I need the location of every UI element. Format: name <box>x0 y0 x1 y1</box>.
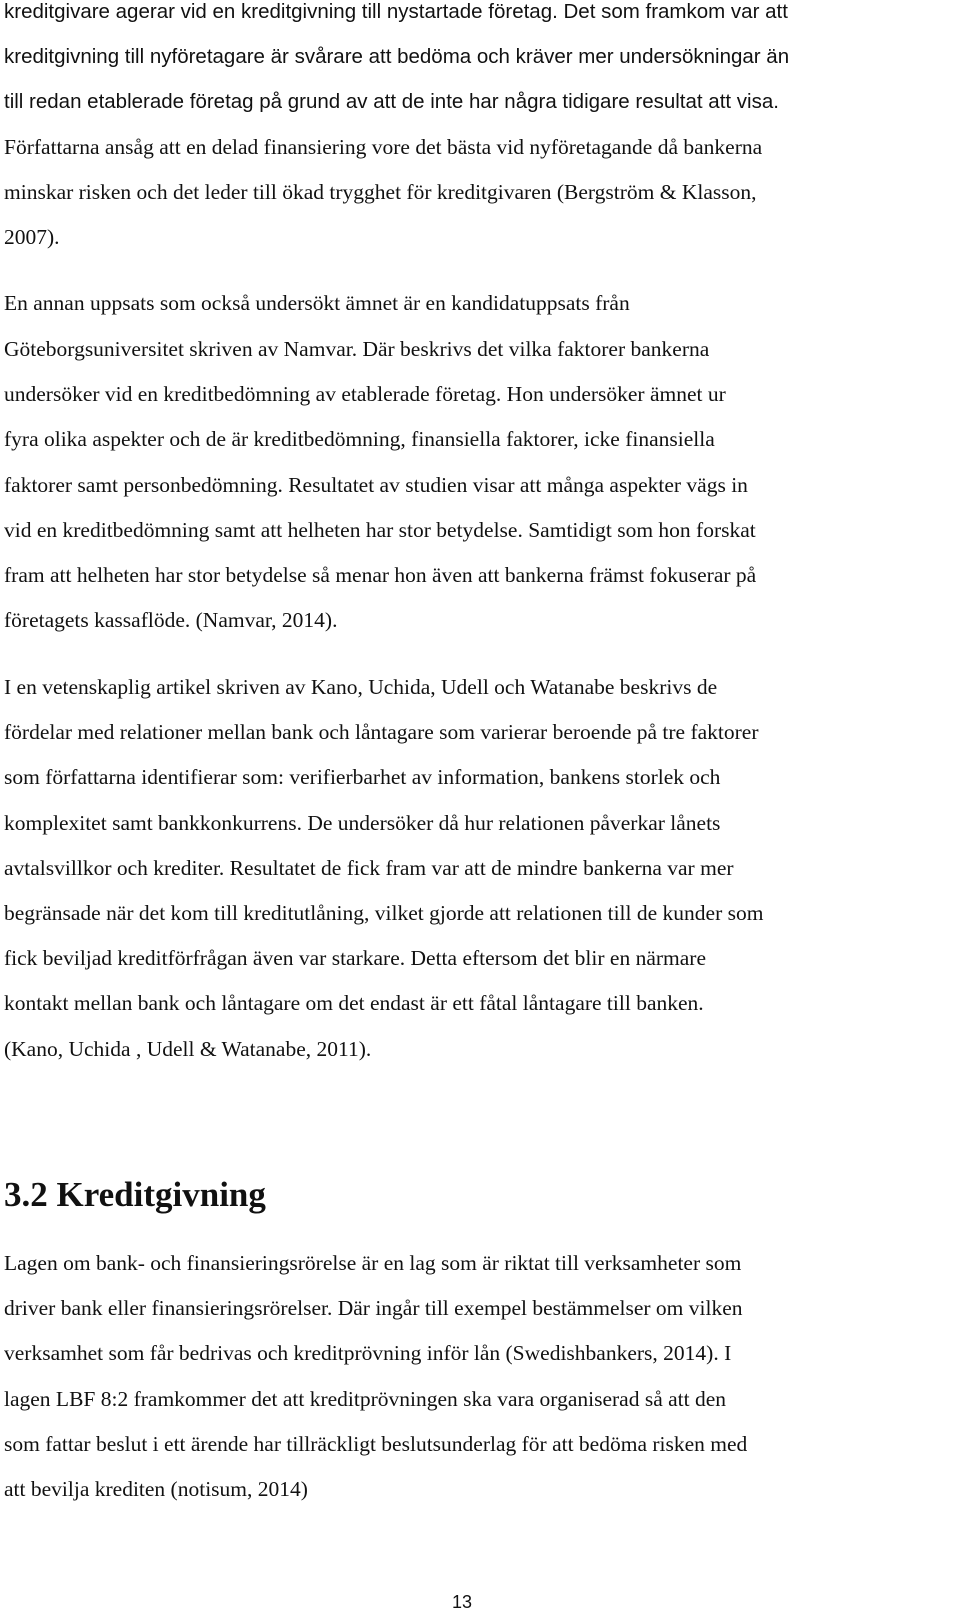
text-line: faktorer samt personbedömning. Resultatet av studien visar att många aspekter vägs in <box>4 473 748 497</box>
text-line: fördelar med relationer mellan bank och låntagare som varierar beroende på tre faktorer <box>4 720 759 744</box>
page-number: 13 <box>452 1592 473 1612</box>
text-line: företagets kassaflöde. (Namvar, 2014). <box>4 608 338 632</box>
text-line: komplexitet samt bankkonkurrens. De undersöker då hur relationen påverkar lånets <box>4 811 721 835</box>
text-line: som fattar beslut i ett ärende har tillräckligt beslutsunderlag för att bedöma risken med <box>4 1432 748 1456</box>
text-line: fyra olika aspekter och de är kreditbedömning, finansiella faktorer, icke finansiella <box>4 427 715 451</box>
text-line: kreditgivare agerar vid en kreditgivning till nystartade företag. Det som framkom var att <box>4 0 788 23</box>
text-line: till redan etablerade företag på grund av att de inte har några tidigare resultat att visa. <box>4 90 779 113</box>
text-line: I en vetenskaplig artikel skriven av Kano, Uchida, Udell och Watanabe beskrivs de <box>4 675 718 699</box>
text-line: avtalsvillkor och krediter. Resultatet de fick fram var att de mindre bankerna var mer <box>4 856 734 880</box>
text-line: fram att helheten har stor betydelse så menar hon även att bankerna främst fokuserar på <box>4 563 757 587</box>
text-line: Göteborgsuniversitet skriven av Namvar. Där beskrivs det vilka faktorer bankerna <box>4 337 710 361</box>
text-line: lagen LBF 8:2 framkommer det att kreditprövningen ska vara organiserad så att den <box>4 1387 727 1411</box>
text-line: kreditgivning till nyföretagare är svårare att bedöma och kräver mer undersökningar än <box>4 45 790 68</box>
text-line: kontakt mellan bank och låntagare om det endast är ett fåtal låntagare till banken. <box>4 991 704 1015</box>
text-line: driver bank eller finansieringsrörelser. Där ingår till exempel bestämmelser om vilken <box>4 1296 743 1320</box>
text-line: verksamhet som får bedrivas och kreditprövning inför lån (Swedishbankers, 2014). I <box>4 1341 732 1365</box>
text-line: (Kano, Uchida , Udell & Watanabe, 2011). <box>4 1037 372 1061</box>
section-heading: 3.2 Kreditgivning <box>4 1175 266 1214</box>
text-line: En annan uppsats som också undersökt ämnet är en kandidatuppsats från <box>4 291 630 315</box>
text-line: fick beviljad kreditförfrågan även var starkare. Detta eftersom det blir en närmare <box>4 946 706 970</box>
text-line: undersöker vid en kreditbedömning av etablerade företag. Hon undersöker ämnet ur <box>4 382 726 406</box>
text-line: Lagen om bank- och finansieringsrörelse är en lag som är riktat till verksamheter som <box>4 1251 742 1275</box>
text-line: minskar risken och det leder till ökad trygghet för kreditgivaren (Bergström & Klasson, <box>4 180 757 204</box>
text-line: Författarna ansåg att en delad finansiering vore det bästa vid nyföretagande då bankerna <box>4 135 763 159</box>
text-line: begränsade när det kom till kreditutlåning, vilket gjorde att relationen till de kunder som <box>4 901 764 925</box>
text-line: 2007). <box>4 225 60 249</box>
text-line: vid en kreditbedömning samt att helheten har stor betydelse. Samtidigt som hon forskat <box>4 518 756 542</box>
text-line: som författarna identifierar som: verifierbarhet av information, bankens storlek och <box>4 765 721 789</box>
text-line: att bevilja krediten (notisum, 2014) <box>4 1477 308 1501</box>
